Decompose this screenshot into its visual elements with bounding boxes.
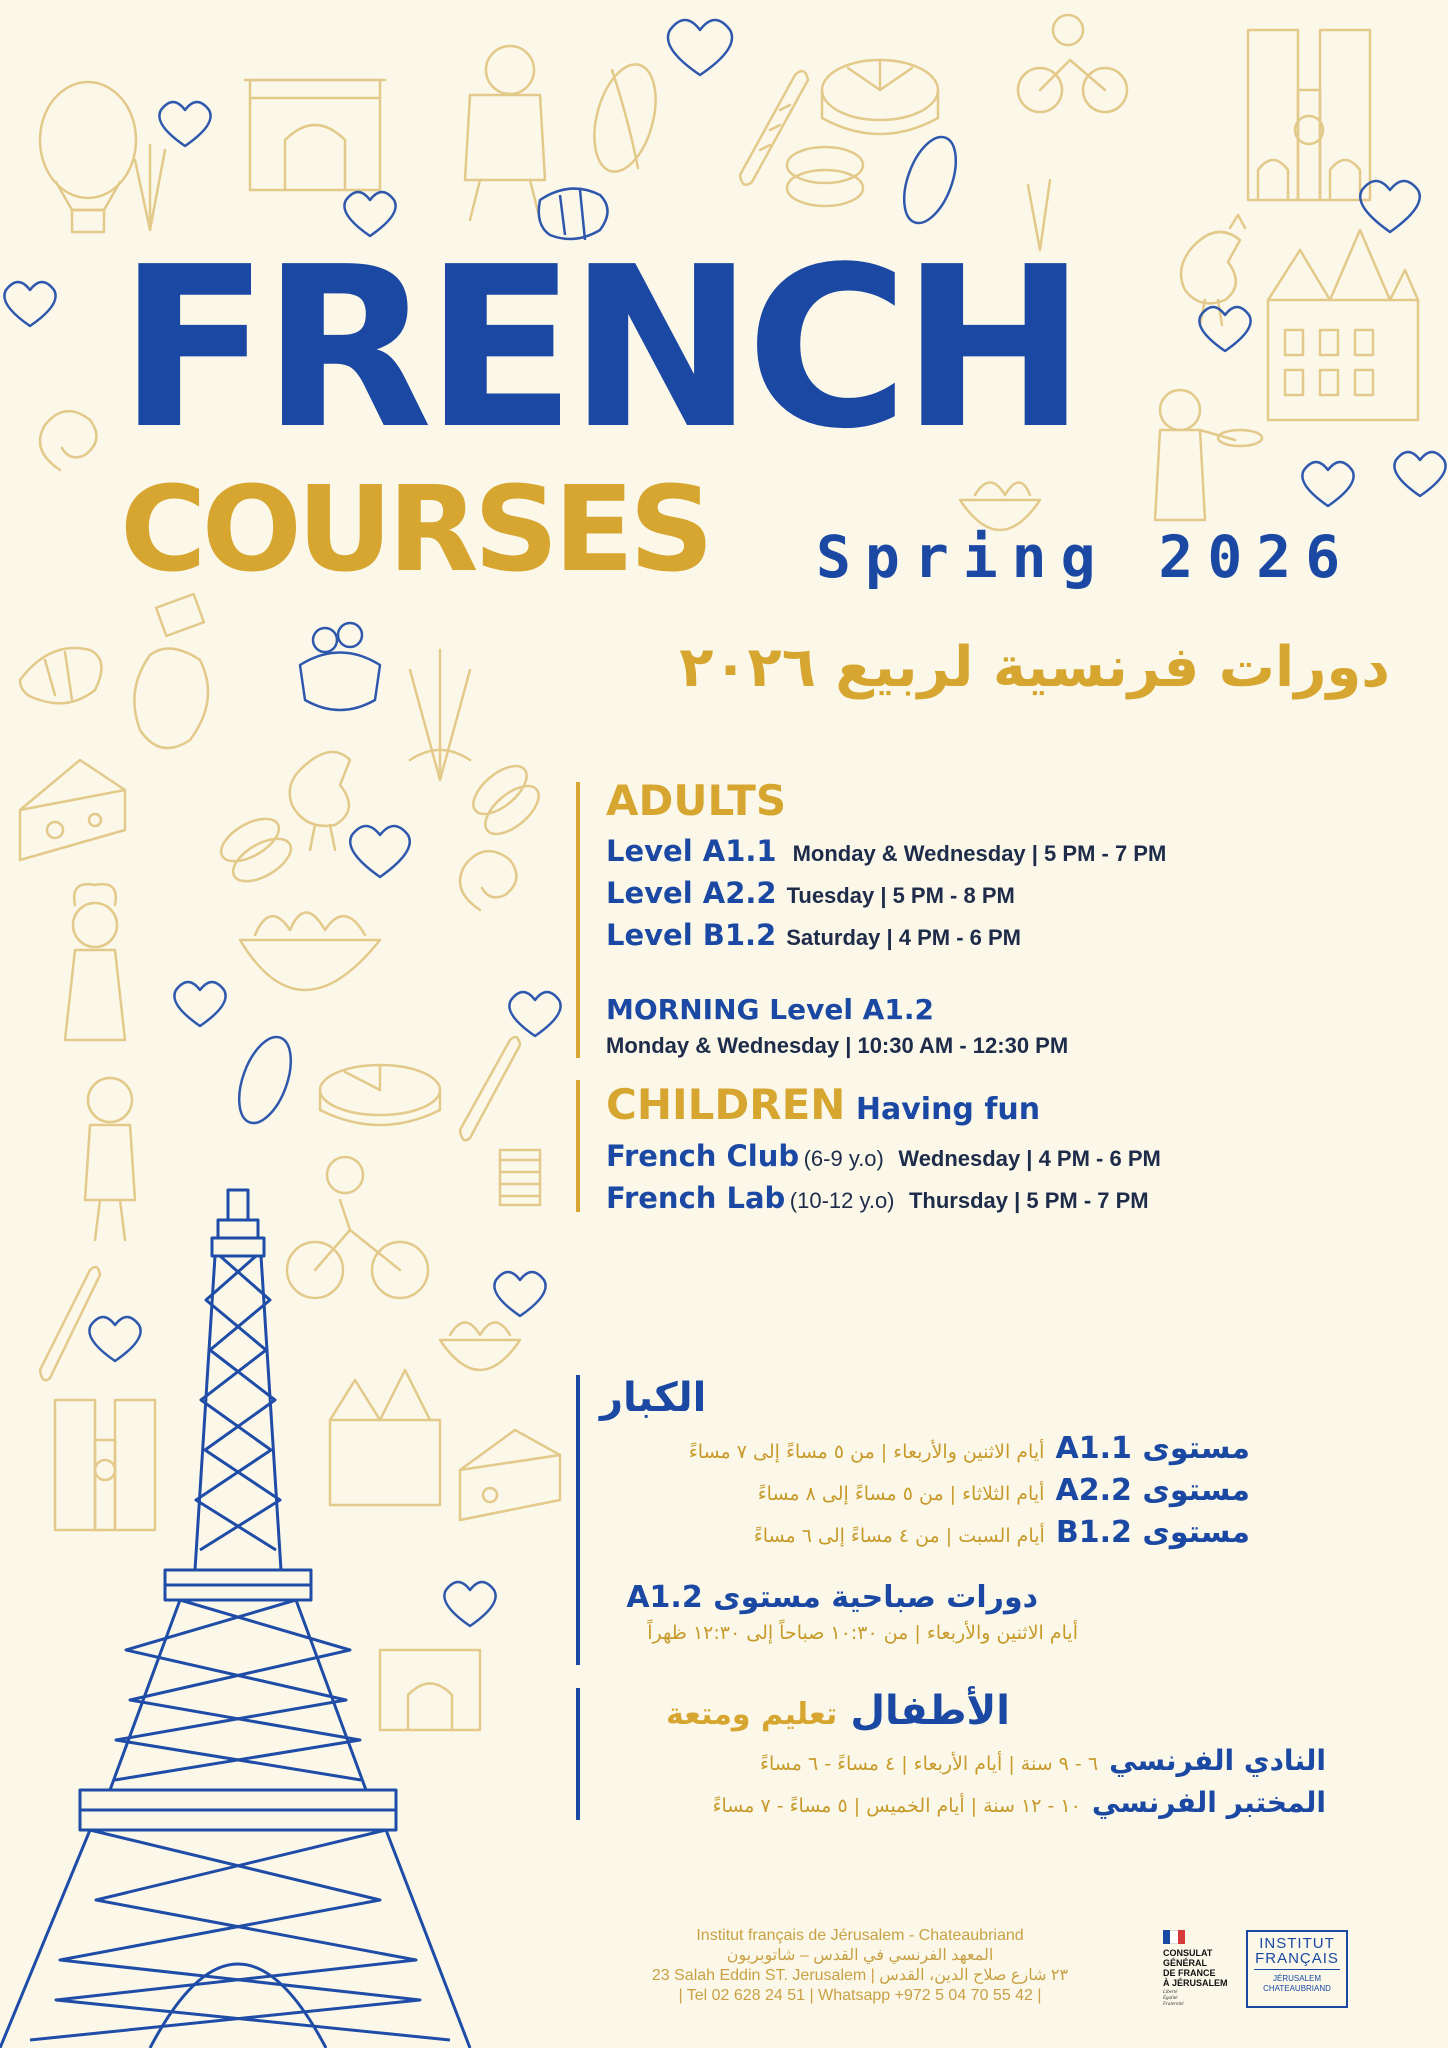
consulate-line: CONSULAT: [1163, 1948, 1213, 1958]
morning-ar-title: دورات صباحية مستوى A1.2: [626, 1580, 1038, 1615]
level-name: Level B1.2: [606, 918, 777, 952]
cocoa-bean-icon: [584, 58, 667, 179]
adults-heading: ADULTS: [606, 776, 787, 825]
lab-name: French Lab: [606, 1181, 786, 1215]
level-schedule: Tuesday | 5 PM - 8 PM: [786, 883, 1015, 908]
children-heading: CHILDREN: [606, 1080, 846, 1129]
lab-schedule: Thursday | 5 PM - 7 PM: [908, 1188, 1149, 1213]
children-ar-divider: [576, 1688, 580, 1820]
accordion-icon: [500, 1150, 540, 1205]
arc-bottom-icon: [380, 1650, 480, 1730]
chef-right-icon: [1155, 390, 1262, 520]
fruit-bowl-icon: [440, 1323, 520, 1371]
cheese-wedge-icon: [20, 760, 125, 860]
children-row: [606, 1135, 1161, 1177]
morning-title: MORNING Level A1.2: [606, 993, 934, 1026]
club-name: French Club: [606, 1139, 800, 1173]
lab-ar-name: المختبر الفرنسي: [1091, 1786, 1326, 1819]
children-subheading: Having fun: [855, 1092, 1041, 1127]
footer-institute-name-ar: المعهد الفرنسي في القدس – شاتوبريون: [726, 1947, 994, 1964]
croissant-icon: [20, 648, 101, 703]
institut-francais-logo: [1246, 1930, 1348, 2008]
blue-cake-icon: [300, 623, 380, 710]
chateau-middle-icon: [330, 1370, 440, 1505]
level-schedule: Monday & Wednesday | 5 PM - 7 PM: [792, 841, 1167, 866]
level-ar-schedule: أيام الاثنين والأربعاء | من ٥ مساءً إلى ٧ مساءً: [688, 1441, 1045, 1463]
heart-icon: [494, 1272, 545, 1316]
consulate-motto: Fraternité: [1163, 2002, 1184, 2007]
perfume-bottle-icon: [134, 594, 208, 748]
children-ar-row: [713, 1782, 1326, 1824]
children-items: [606, 1135, 1161, 1219]
level-name: Level A2.2: [606, 876, 777, 910]
consulate-motto: Liberté: [1163, 1990, 1178, 1995]
footer-institute-name: Institut français de Jérusalem - Chateaubriand: [696, 1927, 1024, 1944]
consulate-motto: Égalité: [1163, 1996, 1178, 2001]
adults-divider: [576, 782, 580, 1058]
children-ar-row: [713, 1740, 1326, 1782]
institut-line: INSTITUT: [1259, 1935, 1335, 1952]
level-ar-schedule: أيام السبت | من ٤ مساءً إلى ٦ مساءً: [753, 1525, 1045, 1547]
rooster-icon: [1181, 215, 1245, 325]
level-ar-name: مستوى B1.2: [1055, 1515, 1250, 1550]
arc-de-triomphe-icon: [245, 80, 385, 190]
adults-ar-heading: الكبار: [600, 1375, 707, 1421]
baguette-icon: [740, 71, 808, 185]
heart-icon: [159, 102, 210, 146]
adults-levels: [606, 830, 1166, 956]
lab-ar-detail: ١٠ - ١٢ سنة | أيام الخميس | ٥ مساءً - ٧ مساءً: [712, 1795, 1081, 1817]
camembert-icon: [320, 1065, 440, 1125]
children-heading-row: [606, 1080, 1040, 1129]
children-ar-subheading: تعليم ومتعة: [665, 1697, 838, 1732]
children-ar-heading: الأطفال: [850, 1688, 1010, 1734]
eiffel-tower-illustration: [0, 1190, 470, 2048]
wheat-bundle-icon: [410, 650, 470, 780]
institut-line: FRANÇAIS: [1254, 1951, 1340, 1970]
level-ar-row: [689, 1470, 1250, 1512]
level-schedule: Saturday | 4 PM - 6 PM: [786, 925, 1022, 950]
level-row: [606, 872, 1166, 914]
heart-icon: [89, 1317, 140, 1361]
cheese-right-icon: [460, 1430, 560, 1520]
heart-icon: [1302, 462, 1353, 506]
children-ar-items: [713, 1740, 1326, 1824]
level-ar-row: [689, 1428, 1250, 1470]
level-ar-name: مستوى A2.2: [1055, 1473, 1250, 1508]
morning-schedule: Monday & Wednesday | 10:30 AM - 12:30 PM: [606, 1033, 1069, 1058]
children-divider: [576, 1080, 580, 1212]
heart-icon: [444, 1582, 495, 1626]
institut-line: JÉRUSALEM: [1272, 1974, 1321, 1983]
consulate-line: À JÉRUSALEM: [1163, 1978, 1228, 1988]
macaron-stack-icon: [214, 757, 547, 890]
morning-ar-schedule: أيام الاثنين والأربعاء | من ١٠:٣٠ صباحاً إلى ١٢:٣٠ ظهراً: [647, 1622, 1078, 1644]
club-ar-name: النادي الفرنسي: [1109, 1744, 1326, 1777]
heart-icon: [668, 20, 732, 75]
consulate-line: DE FRANCE: [1163, 1968, 1216, 1978]
heart-icon: [174, 982, 225, 1026]
level-ar-name: مستوى A1.1: [1055, 1431, 1250, 1466]
french-flag-icon: [1163, 1930, 1185, 1944]
rooster-left-icon: [290, 752, 350, 850]
baguette-middle-icon: [40, 1037, 520, 1380]
heart-icon: [509, 992, 560, 1036]
level-ar-schedule: أيام الثلاثاء | من ٥ مساءً إلى ٨ مساءً: [757, 1483, 1045, 1505]
level-name: Level A1.1: [606, 834, 777, 868]
institut-line: CHATEAUBRIAND: [1263, 1984, 1331, 1993]
club-schedule: Wednesday | 4 PM - 6 PM: [898, 1146, 1161, 1171]
title-season: Spring 2026: [816, 523, 1355, 591]
salad-bowl-icon: [240, 913, 380, 991]
cheese-wheel-icon: [822, 60, 938, 134]
title-french: FRENCH: [118, 220, 1079, 478]
macaron-icon: [787, 147, 863, 206]
notre-dame-icon: [1248, 30, 1370, 200]
heart-icon: [4, 282, 55, 326]
heart-icon: [1199, 307, 1250, 351]
chateau-icon: [1268, 230, 1418, 420]
chef-icon: [65, 884, 125, 1040]
footer-contact: | Tel 02 628 24 51 | Whatsapp +972 5 04 70 55 42 |: [678, 1987, 1042, 2004]
adults-ar-divider: [576, 1375, 580, 1665]
title-courses: COURSES: [120, 460, 710, 598]
children-row: [606, 1177, 1161, 1219]
cyclist-top-icon: [1018, 15, 1127, 112]
notre-dame-left-icon: [55, 1400, 155, 1530]
level-row: [606, 830, 1166, 872]
adults-ar-levels: [689, 1428, 1250, 1554]
club-ar-detail: ٦ - ٩ سنة | أيام الأربعاء | ٤ مساءً - ٦ مساءً: [760, 1753, 1099, 1775]
level-ar-row: [689, 1512, 1250, 1554]
title-arabic: دورات فرنسية لربيع ٢٠٢٦: [679, 635, 1390, 700]
footer-street: 23 Salah Eddin ST. Jerusalem | ٢٣ شارع صلاح الدين، القدس: [651, 1967, 1069, 1984]
lab-age: (10-12 y.o): [789, 1188, 895, 1213]
heart-icon: [350, 826, 410, 877]
level-row: [606, 914, 1166, 956]
consulate-line: GÉNÉRAL: [1163, 1958, 1208, 1968]
heart-icon: [1394, 452, 1445, 496]
children-ar-heading-row: [666, 1688, 1010, 1734]
chef-top-icon: [465, 46, 545, 220]
hot-air-balloon-icon: [40, 82, 136, 232]
man-with-baguette-icon: [85, 1078, 135, 1240]
bicycle-girl-icon: [287, 1157, 428, 1298]
footer-address: [610, 1926, 1110, 2006]
club-age: (6-9 y.o): [803, 1146, 884, 1171]
consulate-logo: [1163, 1930, 1235, 2008]
